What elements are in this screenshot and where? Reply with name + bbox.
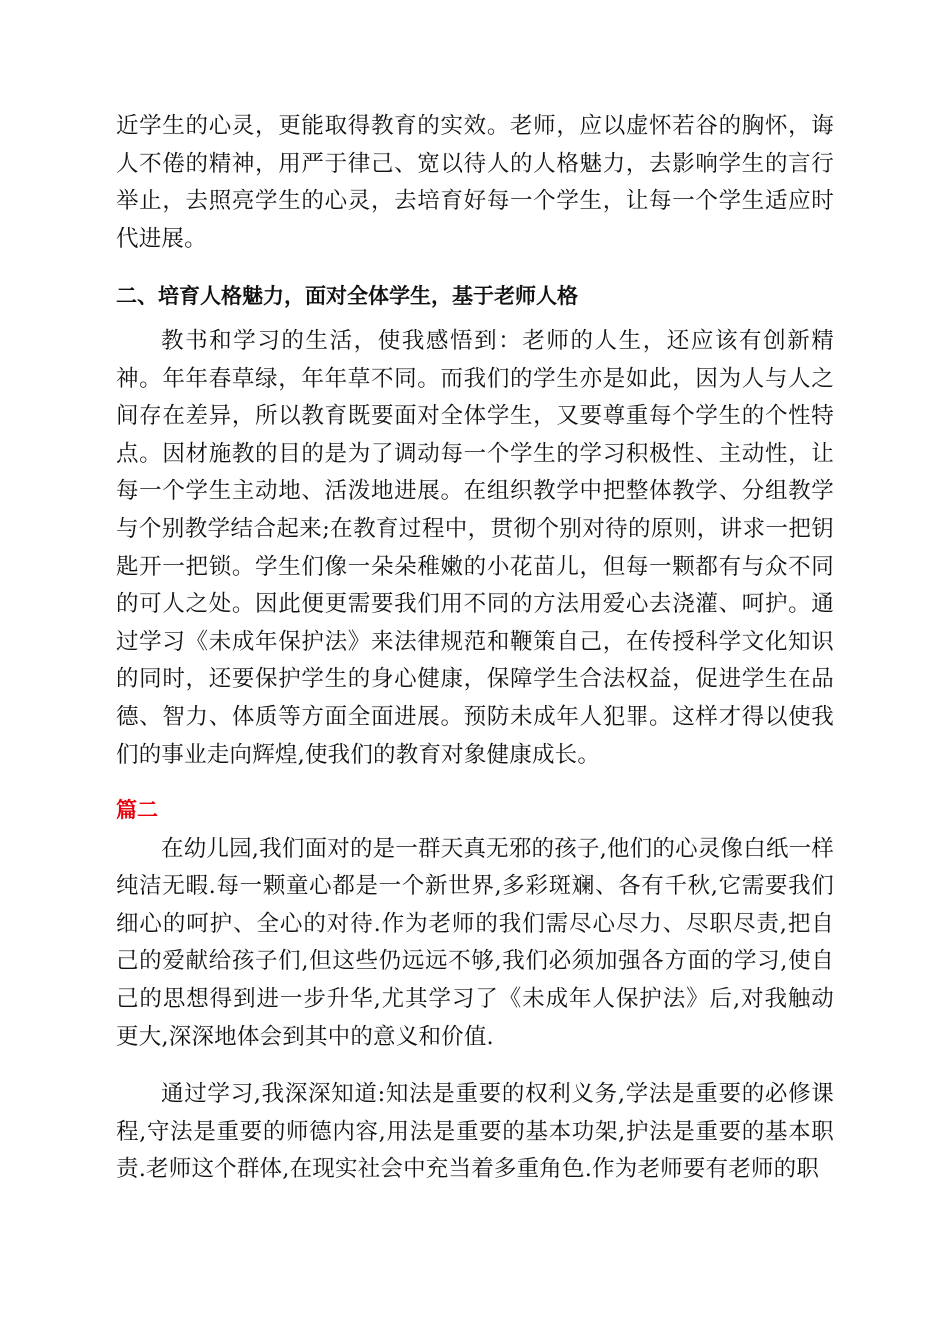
- section-title-part-2: 篇二: [116, 798, 158, 823]
- section-heading-2: 二、培育人格魅力，面对全体学生，基于老师人格: [116, 284, 578, 309]
- paragraph-3: 在幼儿园,我们面对的是一群天真无邪的孩子,他们的心灵像白纸一样纯洁无暇.每一颗童心都是一个新世界,多彩斑斓、各有千秋,它需要我们细心的呵护、全心的对待.作为老师的我们需尽心尽力、尽职尽责,把自己的爱献给孩子们,但这些仍远远不够,我们必须加强各方面的学习,使自己的思想得到进一步升华,尤其学习了《未成年人保护法》后,对我触动更大,深深地体会到其中的意义和价值.: [116, 835, 835, 1050]
- document-page: [116, 108, 834, 1189]
- paragraph-4: 通过学习,我深深知道:知法是重要的权利义务,学法是重要的必修课程,守法是重要的师德内容,用法是重要的基本功架,护法是重要的基本职责.老师这个群体,在现实社会中充当着多重角色.作为老师要有老师的职: [116, 1081, 834, 1183]
- paragraph-2: 教书和学习的生活，使我感悟到：老师的人生，还应该有创新精神。年年春草绿，年年草不同。而我们的学生亦是如此，因为人与人之间存在差异，所以教育既要面对全体学生，又要尊重每个学生的个性特点。因材施教的目的是为了调动每一个学生的学习积极性、主动性，让每一个学生主动地、活泼地进展。在组织教学中把整体教学、分组教学与个别教学结合起来;在教育过程中，贯彻个别对待的原则，讲求一把钥匙开一把锁。学生们像一朵朵稚嫩的小花苗儿，但每一颗都有与众不同的可人之处。因此便更需要我们用不同的方法用爱心去浇灌、呵护。通过学习《未成年保护法》来法律规范和鞭策自己，在传授科学文化知识的同时，还要保护学生的身心健康，保障学生合法权益，促进学生在品德、智力、体质等方面全面进展。预防未成年人犯罪。这样才得以使我们的事业走向辉煌,使我们的教育对象健康成长。: [116, 327, 834, 768]
- paragraph-1: 近学生的心灵，更能取得教育的实效。老师，应以虚怀若谷的胸怀，诲人不倦的精神，用严于律己、宽以待人的人格魅力，去影响学生的言行举止，去照亮学生的心灵，去培育好每一个学生，让每一个学生适应时代进展。: [116, 113, 834, 252]
